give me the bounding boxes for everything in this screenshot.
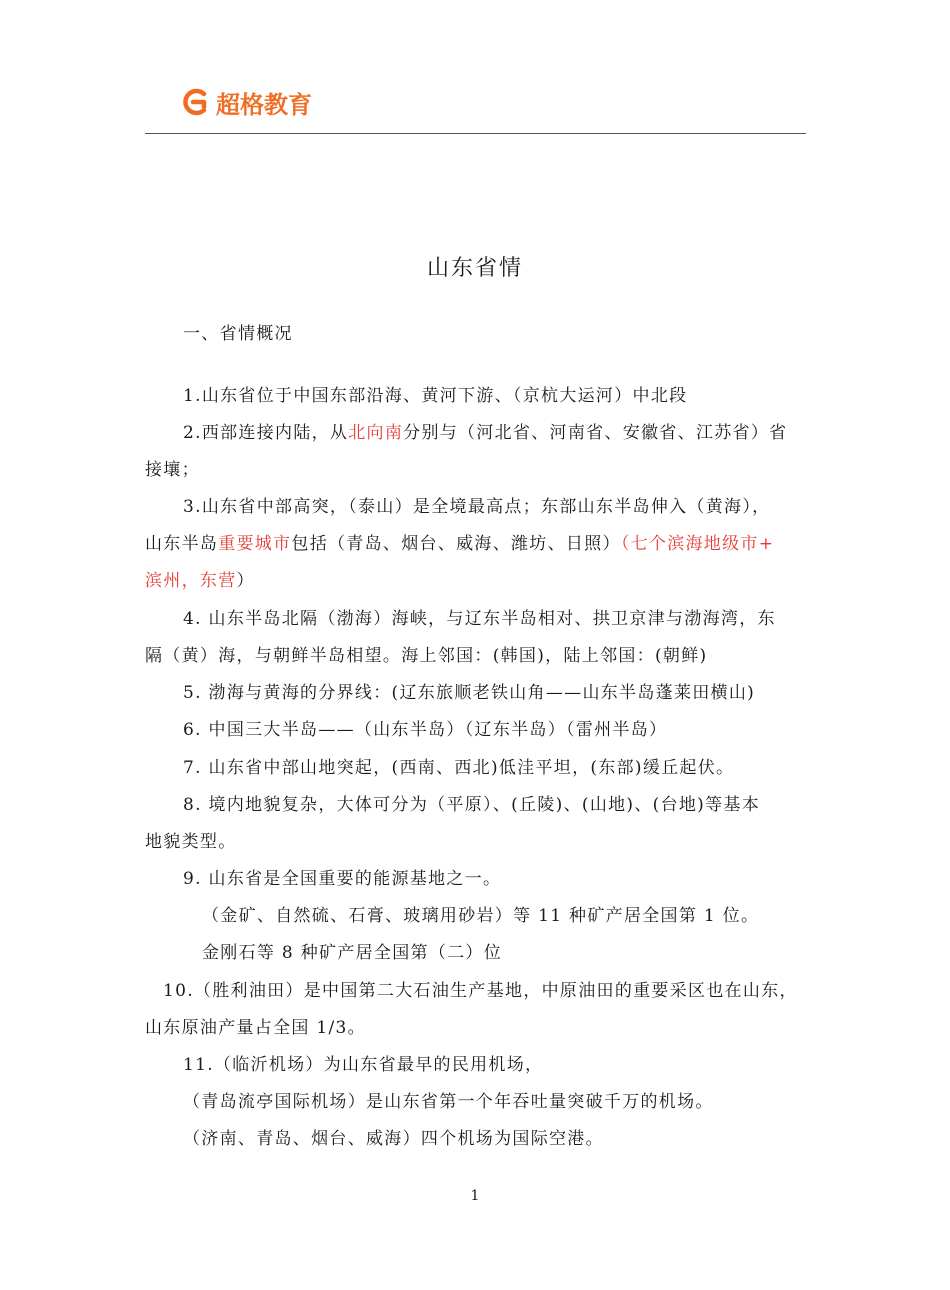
paragraph-2-text-a: 2.西部连接内陆，从 (183, 423, 349, 443)
paragraph-3-text-c: 包括（青岛、烟台、威海、潍坊、日照） (291, 534, 621, 554)
paragraph-3-cont (145, 532, 774, 556)
paragraph-3: 3.山东省中部高突，（泰山）是全境最高点；东部山东半岛伸入（黄海）， (183, 497, 771, 517)
paragraph-5: 5. 渤海与黄海的分界线：(辽东旅顺老铁山角——山东半岛蓬莱田横山) (183, 683, 756, 703)
brand-logo-icon (180, 87, 210, 117)
paragraph-10-cont: 山东原油产量占全国 1/3。 (145, 1018, 366, 1038)
paragraph-4-cont: 隔（黄）海，与朝鲜半岛相望。海上邻国：(韩国)，陆上邻国：(朝鲜) (145, 646, 708, 666)
document-title: 山东省情 (426, 256, 523, 281)
page-number: 1 (470, 1188, 480, 1204)
paragraph-10: 10.（胜利油田）是中国第二大石油生产基地，中原油田的重要采区也在山东， (163, 981, 798, 1001)
paragraph-11-sub-2: （济南、青岛、烟台、威海）四个机场为国际空港。 (183, 1129, 604, 1149)
header-divider (145, 133, 806, 134)
paragraph-2-highlight: 北向南 (348, 423, 404, 443)
paragraph-11-sub-1: （青岛流亭国际机场）是山东省第一个年吞吐量突破千万的机场。 (183, 1092, 714, 1112)
paragraph-1: 1.山东省位于中国东部沿海、黄河下游、（京杭大运河）中北段 (183, 386, 688, 406)
brand-logo-text: 超格教育 (216, 90, 312, 119)
paragraph-3-highlight-note: （七个滨海地级市+ (620, 534, 775, 554)
paragraph-11: 11.（临沂机场）为山东省最早的民用机场， (183, 1055, 544, 1075)
paragraph-7: 7. 山东省中部山地突起，(西南、西北)低洼平坦，(东部)缓丘起伏。 (183, 758, 735, 778)
paragraph-2 (183, 421, 787, 445)
paragraph-9: 9. 山东省是全国重要的能源基地之一。 (183, 869, 502, 889)
brand-logo (180, 84, 312, 120)
paragraph-2-text-b: 分别与（河北省、河南省、安徽省、江苏省）省 (403, 423, 788, 443)
paragraph-3-text-d: ） (236, 571, 255, 591)
section-heading: 一、省情概况 (183, 324, 293, 344)
paragraph-3-text-b: 山东半岛 (145, 534, 219, 554)
paragraph-2-cont: 接壤； (145, 460, 200, 480)
paragraph-8: 8. 境内地貌复杂，大体可分为（平原）、(丘陵)、(山地)、(台地)等基本 (183, 795, 761, 815)
paragraph-3-cont-2 (145, 569, 255, 593)
paragraph-3-highlight-cities: 重要城市 (218, 534, 292, 554)
paragraph-6: 6. 中国三大半岛——（山东半岛）（辽东半岛）（雷州半岛） (183, 720, 668, 740)
paragraph-9-sub-1: （金矿、自然硫、石膏、玻璃用砂岩）等 11 种矿产居全国第 1 位。 (202, 906, 760, 926)
paragraph-8-cont: 地貌类型。 (145, 832, 237, 852)
paragraph-3-highlight-note-2: 滨州，东营 (145, 571, 237, 591)
paragraph-9-sub-2: 金刚石等 8 种矿产居全国第（二）位 (202, 943, 503, 963)
paragraph-4: 4. 山东半岛北隔（渤海）海峡，与辽东半岛相对、拱卫京津与渤海湾，东 (183, 609, 776, 629)
